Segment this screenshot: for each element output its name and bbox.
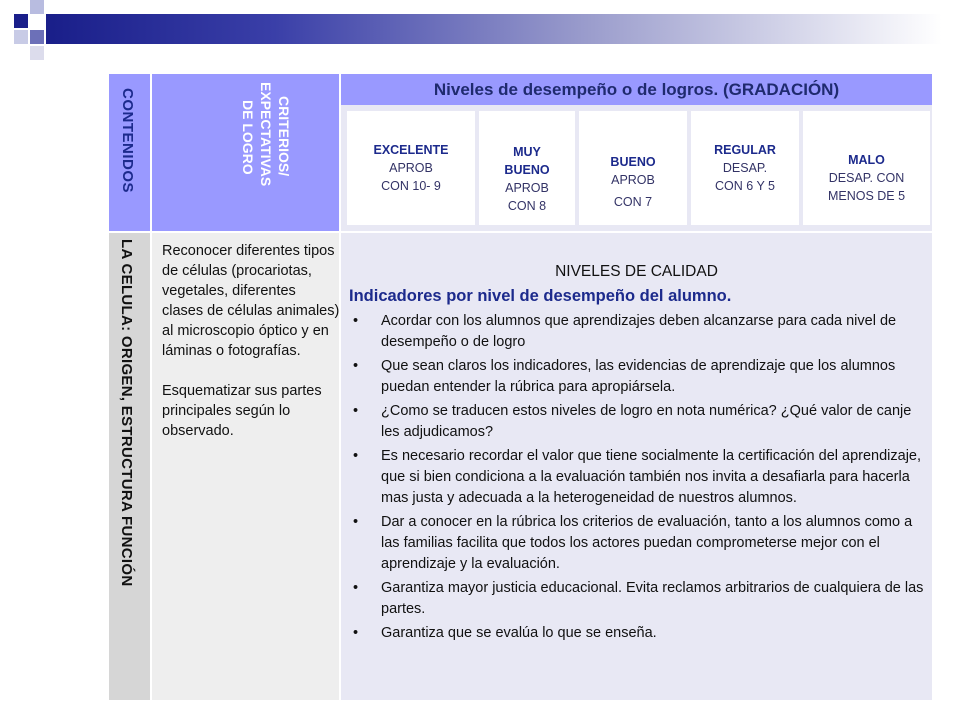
- niveles-title: Niveles de desempeño o de logros. (GRADACIÓN): [339, 74, 932, 105]
- rubric-table: [109, 74, 932, 700]
- contenido-cell: [109, 231, 150, 700]
- level-detail: DESAP.: [722, 161, 768, 175]
- deco-square: [30, 30, 44, 44]
- level-bueno: [579, 111, 687, 225]
- criterios-line-3: DE LOGRO: [240, 100, 256, 175]
- level-malo: [803, 111, 930, 225]
- calidad-subtitle: Indicadores por nivel de desempeño del alumno.: [349, 287, 732, 305]
- indicator-list: [349, 311, 929, 647]
- contenidos-label: CONTENIDOS: [119, 88, 136, 194]
- contenidos-header: [109, 74, 150, 231]
- criterios-line-2: EXPECTATIVAS: [258, 82, 274, 187]
- deco-square: [30, 46, 44, 60]
- calidad-title: NIVELES DE CALIDAD: [555, 263, 718, 280]
- list-item: • Garantiza que se evalúa lo que se enseña.: [349, 623, 929, 644]
- level-name: REGULAR: [714, 143, 776, 157]
- list-item: • Que sean claros los indicadores, las evidencias de aprendizaje que los alumnos puedan entender la rúbrica para apropiársela.: [349, 356, 929, 398]
- criterios-text: [162, 241, 340, 461]
- level-detail: APROB: [389, 161, 433, 175]
- level-detail: DESAP. CON: [828, 171, 905, 185]
- level-detail: CON 8: [507, 199, 547, 213]
- deco-square: [14, 30, 28, 44]
- level-detail: CON 6 Y 5: [715, 179, 775, 193]
- level-name: EXCELENTE: [373, 143, 449, 157]
- level-detail: MENOS DE 5: [827, 189, 906, 203]
- criterio-paragraph: Esquematizar sus partes principales según lo observado.: [162, 383, 322, 439]
- level-regular: [691, 111, 799, 225]
- criterios-cell: [150, 231, 339, 700]
- level-detail: CON 7: [613, 195, 653, 209]
- deco-square: [30, 0, 44, 14]
- list-item: • ¿Como se traducen estos niveles de logro en nota numérica? ¿Qué valor de canje les adjudicamos?: [349, 401, 929, 443]
- list-item: • Garantiza mayor justicia educacional. Evita reclamos arbitrarios de cualquiera de las partes.: [349, 578, 929, 620]
- level-detail: CON 10- 9: [381, 179, 441, 193]
- levels-row: [339, 105, 932, 231]
- list-item: • Acordar con los alumnos que aprendizajes deben alcanzarse para cada nivel de desempeño o de logro: [349, 311, 929, 353]
- list-item: • Dar a conocer en la rúbrica los criterios de evaluación, tanto a los alumnos como a las familias facilita que todos los actores puedan comprometerse mejor con el aprendizaje y la evaluación.: [349, 512, 929, 575]
- level-name: MALO: [848, 153, 885, 167]
- criterio-paragraph: Reconocer diferentes tipos de células (procariotas, vegetales, diferentes clases de células animales) al microscopio óptico y en láminas o fotografías.: [162, 243, 340, 359]
- deco-square: [14, 14, 28, 28]
- level-detail: APROB: [611, 173, 655, 187]
- criterios-line-1: CRITERIOS/: [276, 96, 292, 177]
- level-detail: APROB: [505, 181, 549, 195]
- list-item: • Es necesario recordar el valor que tiene socialmente la certificación del aprendizaje, que si bien condiciona a la evaluación también nos invita a desafiarla para hacerla mas justa y adecuada a la heterogeneidad de nuestros alumnos.: [349, 446, 929, 509]
- calidad-cell: [339, 231, 932, 700]
- level-name: BUENO: [610, 155, 656, 169]
- level-name: MUY BUENO: [504, 145, 550, 177]
- contenido-text: LA CELULA: ORIGEN, ESTRUCTURA FUNCIÓN: [118, 239, 135, 587]
- header-gradient-bar: [52, 14, 942, 44]
- level-muy-bueno: [479, 111, 575, 225]
- criterios-header: [150, 74, 339, 231]
- level-excelente: [347, 111, 475, 225]
